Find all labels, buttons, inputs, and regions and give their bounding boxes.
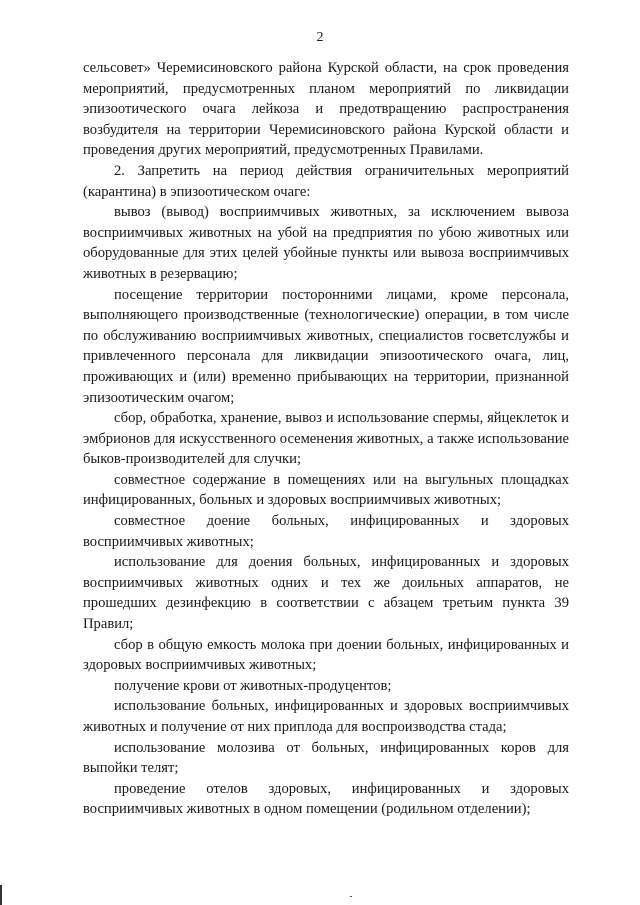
list-item-joint-housing: совместное содержание в помещениях или на выгульных площадках инфицированных, больных и здоровых восприимчивых животных; (83, 471, 569, 509)
document-body (83, 58, 569, 820)
list-item-milk-collection: сбор в общую емкость молока при доении больных, инфицированных и здоровых восприимчивых животных; (83, 636, 569, 674)
list-item-outsider-visits: посещение территории посторонними лицами, кроме персонала, выполняющего производственные (технологические) операции, в том числе по обслуживанию восприимчивых животных, специалистов госветслужбы и привлеченного персонала для ликвидации эпизоотического очага, лиц, проживающих и (или) временно прибывающих на территории, признанной эпизоотическим очагом; (83, 286, 569, 406)
page-number: 2 (316, 30, 324, 45)
list-item-offspring-use: использование больных, инфицированных и здоровых восприимчивых животных и получение от них приплода для воспроизводства стада; (83, 698, 569, 735)
list-item-blood-collection: получение крови от животных-продуцентов; (114, 677, 392, 694)
paragraph-prohibition-intro: 2. Запретить на период действия ограничительных мероприятий (карантина) в эпизоотическом очаге: (83, 162, 569, 200)
list-item-animal-removal: вывоз (вывод) восприимчивых животных, за исключением вывоза восприимчивых животных на убой на предприятия по убою животных или оборудованные для этих целей убойные пункты или вывоза восприимчивых животных в резервацию; (83, 204, 569, 282)
scan-speck (350, 896, 352, 897)
list-item-joint-milking: совместное доение больных, инфицированных и здоровых восприимчивых животных; (83, 513, 569, 550)
list-item-semen-embryos: сбор, обработка, хранение, вывоз и использование спермы, яйцеклеток и эмбрионов для искусственного осеменения животных, а также использование быков-производителей для случки; (83, 410, 569, 468)
list-item-colostrum: использование молозива от больных, инфицированных коров для выпойки телят; (83, 739, 569, 777)
scan-edge-mark (0, 885, 2, 905)
paragraph-continuation: сельсовет» Черемисиновского района Курской области, на срок проведения мероприятий, предусмотренных планом мероприятий по ликвидации эпизоотического очага лейкоза и предотвращению распространения возбудителя на территории Черемисиновского района Курской области и проведения других мероприятий, предусмотренных Правилами. (83, 60, 569, 159)
list-item-milking-equipment: использование для доения больных, инфицированных и здоровых восприимчивых животных одних и тех же доильных аппаратов, не прошедших дезинфекцию в соответствии с абзацем третьим пункта 39 Правил; (83, 554, 569, 633)
list-item-calving: проведение отелов здоровых, инфицированных и здоровых восприимчивых животных в одном помещении (родильном отделении); (83, 780, 569, 818)
